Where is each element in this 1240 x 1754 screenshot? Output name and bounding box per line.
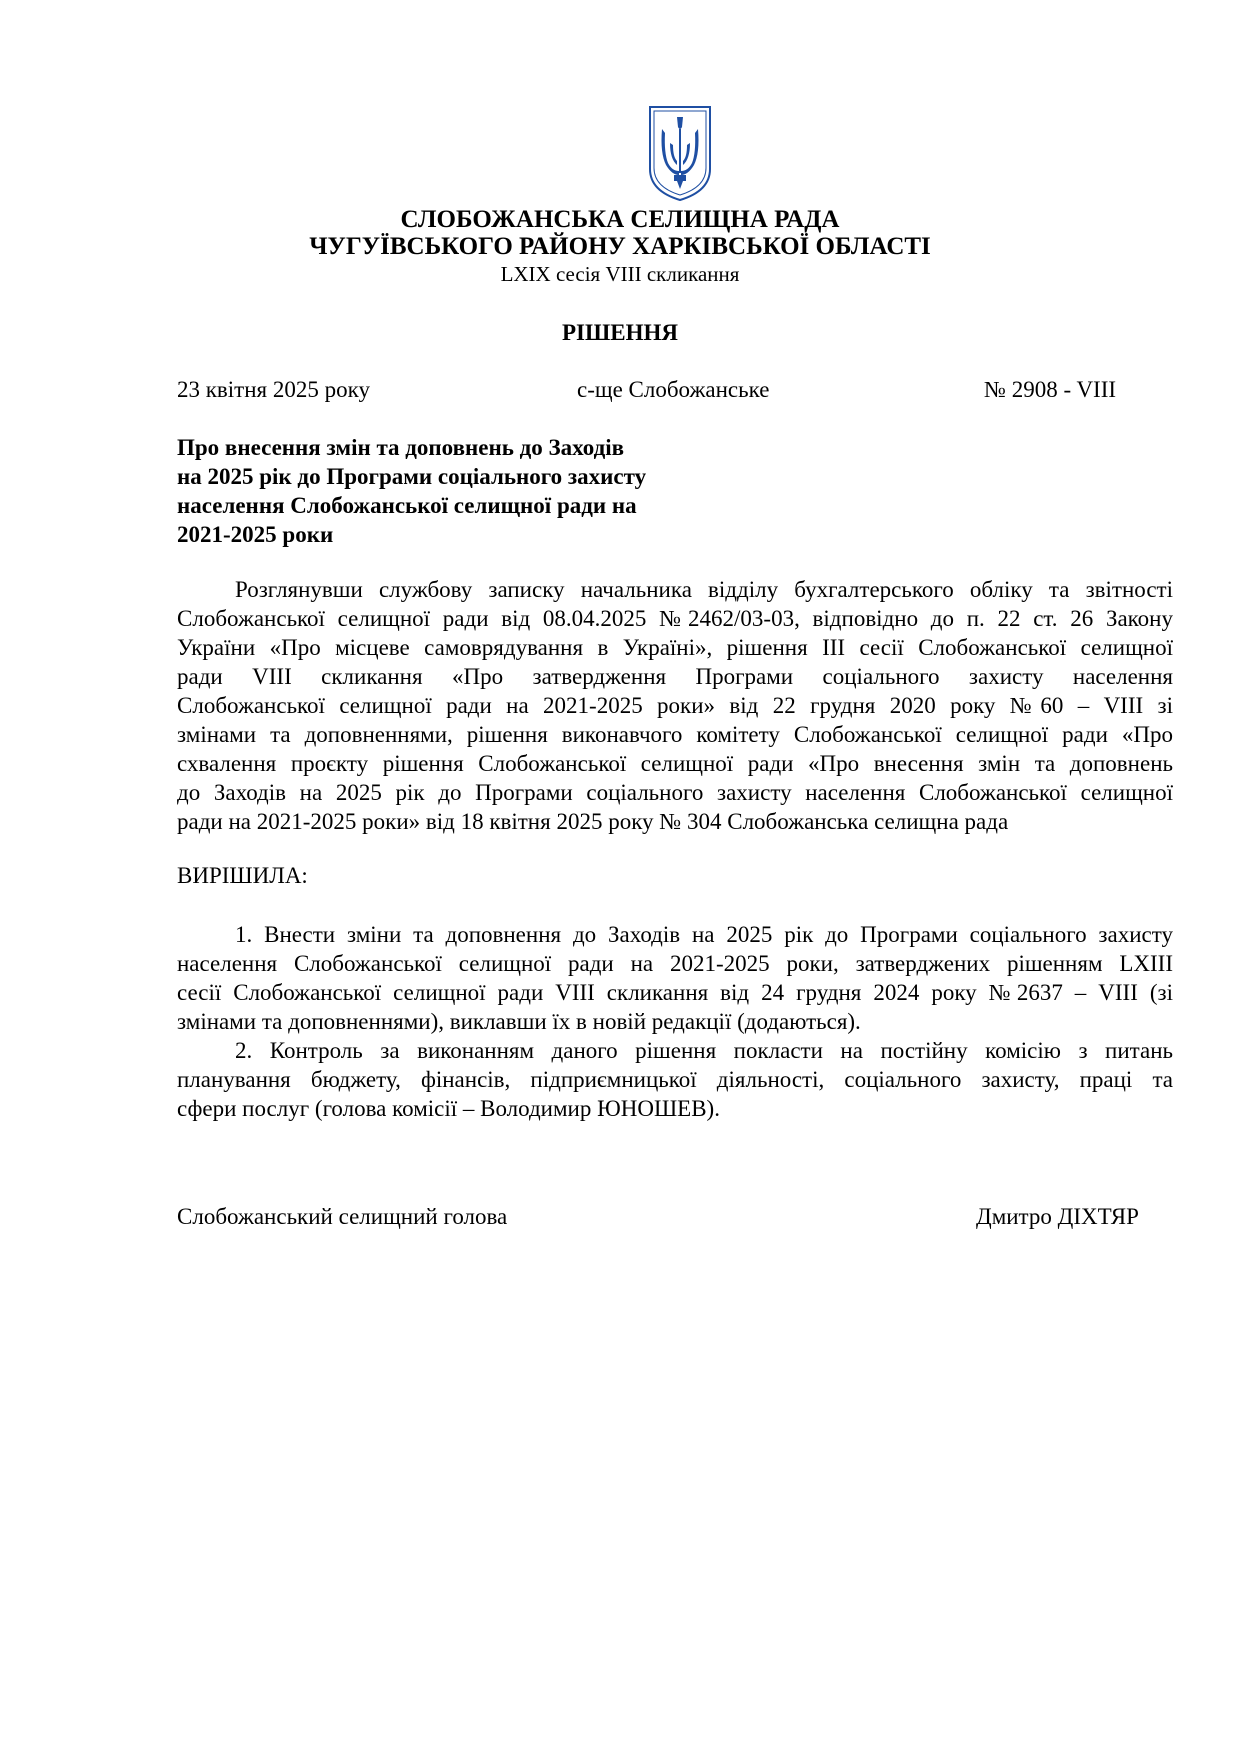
decision-item-1 [177,920,1173,1036]
preamble-line: схвалення проєкту рішення Слобожанської селищної ради «Про внесення змін та доповнень [177,751,1173,776]
subject-line: 2021-2025 роки [177,522,334,547]
preamble-line: Слобожанської селищної ради на 2021-2025 роки» від 22 грудня 2020 року №60 – VIII зі [177,693,1173,718]
org-region: ЧУГУЇВСЬКОГО РАЙОНУ ХАРКІВСЬКОЇ ОБЛАСТІ [309,233,931,260]
preamble-line: ради VIII скликання «Про затвердження Програми соціального захисту населення [177,664,1173,689]
decision-item-line: планування бюджету, фінансів, підприємницької діяльності, соціального захисту, праці та [177,1067,1173,1092]
document-date: 23 квітня 2025 року [177,377,370,402]
preamble-line: ради на 2021-2025 роки» від 18 квітня 2025 року № 304 Слобожанська селищна рада [177,809,1009,834]
decision-item-line: змінами та доповненнями), виклавши їх в новій редакції (додаються). [177,1009,861,1034]
document-subject [177,433,697,549]
decision-item-line: 2. Контроль за виконанням даного рішення покласти на постійну комісію з питань [235,1038,1173,1063]
decision-item-line: 1. Внести зміни та доповнення до Заходів на 2025 рік до Програми соціального захисту [235,922,1173,947]
decision-item-line: сфери послуг (голова комісії – Володимир ЮНОШЕВ). [177,1096,720,1121]
subject-line: на 2025 рік до Програми соціального захисту [177,464,647,489]
preamble-line: України «Про місцеве самоврядування в Україні», рішення ІІІ сесії Слобожанської селищної [177,635,1173,660]
document-type-title: РІШЕННЯ [562,320,678,345]
org-name: СЛОБОЖАНСЬКА СЕЛИЩНА РАДА [400,206,840,233]
decision-item-line: сесії Слобожанської селищної ради VIII скликання від 24 грудня 2024 року №2637 – VIII (зі [177,980,1173,1005]
signatory-title: Слобожанський селищний голова [177,1204,508,1229]
decision-item-line: населення Слобожанської селищної ради на 2021-2025 роки, затверджених рішенням LXIII [177,951,1173,976]
subject-line: Про внесення змін та доповнень до Заходів [177,435,625,460]
session-info: LXIX сесія VIII скликання [500,262,740,286]
subject-line: населення Слобожанської селищної ради на [177,493,637,518]
signatory-name: Дмитро ДІХТЯР [976,1204,1139,1229]
document-place: с-ще Слобожанське [577,377,770,402]
decided-label: ВИРІШИЛА: [177,863,308,888]
trident-coat-of-arms-icon [646,103,714,203]
preamble-line: Розглянувши службову записку начальника відділу бухгалтерського обліку та звітності [235,577,1173,602]
preamble-line: до Заходів на 2025 рік до Програми соціального захисту населення Слобожанської селищної [177,780,1173,805]
preamble-paragraph [177,575,1173,836]
preamble-line: змінами та доповненнями, рішення виконавчого комітету Слобожанської селищної ради «Про [177,722,1173,747]
decision-item-2 [177,1036,1173,1123]
document-number: № 2908 - VIII [984,377,1117,402]
preamble-line: Слобожанської селищної ради від 08.04.2025 №2462/03-03, відповідно до п. 22 ст. 26 Закону [177,606,1173,631]
